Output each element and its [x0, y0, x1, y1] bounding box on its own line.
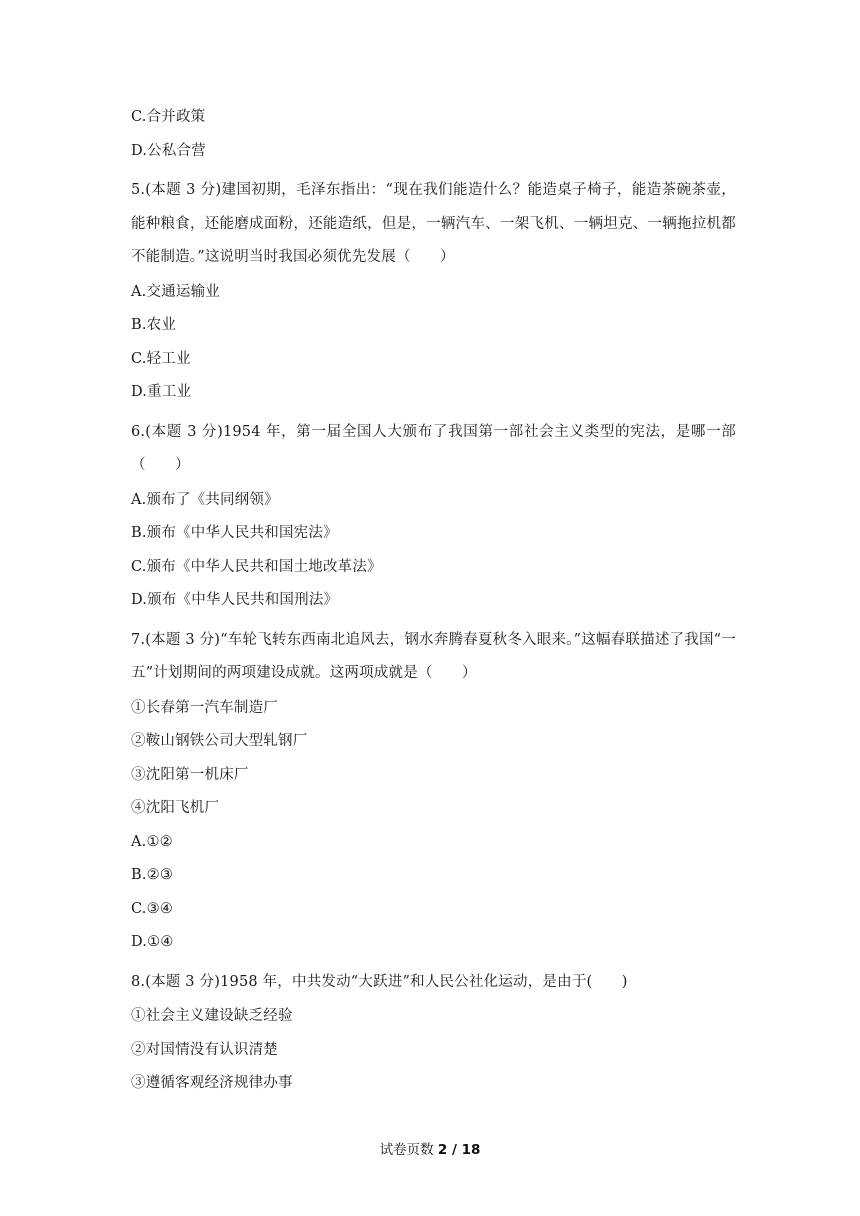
option-line: ④沈阳飞机厂 — [131, 800, 220, 816]
option-line: C.颁布《中华人民共和国土地改革法》 — [131, 558, 382, 575]
option-line: B.农业 — [131, 317, 177, 333]
footer-label: 试卷页数 — [379, 1142, 434, 1158]
option-line: ①社会主义建设缺乏经验 — [131, 1008, 293, 1024]
page-footer — [0, 1138, 860, 1158]
option-line: D.公私合营 — [131, 142, 206, 159]
question-6-stem: 6.(本题 3 分)1954 年，第一届全国人大颁布了我国第一部社会主义类型的宪法，是哪一部（ ） — [131, 423, 736, 473]
page-content — [131, 107, 736, 1107]
option-line: ②对国情没有认识清楚 — [131, 1041, 278, 1058]
option-line: B.颁布《中华人民共和国宪法》 — [131, 525, 338, 541]
option-line: ③沈阳第一机床厂 — [131, 766, 249, 783]
question-5-stem: 5.(本题 3 分)建国初期，毛泽东指出：“现在我们能造什么？能造桌子椅子，能造茶碗茶壶，能种粮食，还能磨成面粉，还能造纸，但是，一辆汽车、一架飞机、一辆坦克、一辆拖拉机都不能制造。”这说明当时我国必须优先发展（ ） — [131, 182, 736, 265]
option-line: C.③④ — [131, 900, 173, 917]
option-line: ①长春第一汽车制造厂 — [131, 699, 278, 716]
option-line: ③遵循客观经济规律办事 — [131, 1075, 293, 1091]
option-line: A.①② — [131, 833, 173, 850]
option-line: A.交通运输业 — [131, 283, 220, 300]
question-8-stem: 8.(本题 3 分)1958 年，中共发动“大跃进”和人民公社化运动，是由于( ) — [131, 973, 628, 990]
option-line: D.①④ — [131, 934, 174, 950]
option-line: C.合并政策 — [131, 109, 206, 125]
option-line: B.②③ — [131, 867, 174, 883]
option-line: ②鞍山钢铁公司大型轧钢厂 — [131, 733, 308, 749]
page-number: 2 / 18 — [437, 1142, 481, 1158]
question-7-stem: 7.(本题 3 分)“车轮飞转东西南北追风去，钢水奔腾春夏秋冬入眼来。”这幅春联描述了我国“一五”计划期间的两项建设成就。这两项成就是（ ） — [131, 631, 736, 681]
option-line: C.轻工业 — [131, 350, 191, 367]
option-line: A.颁布了《共同纲领》 — [131, 491, 279, 508]
option-line: D.重工业 — [131, 384, 192, 400]
option-line: D.颁布《中华人民共和国刑法》 — [131, 592, 339, 608]
